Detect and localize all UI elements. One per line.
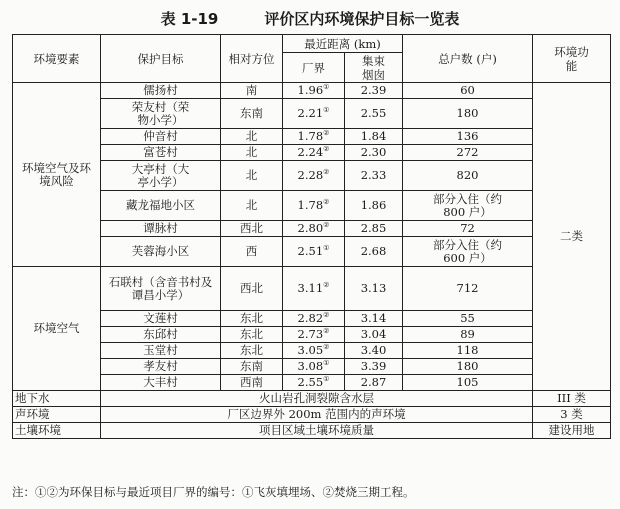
table-title-text: 评价区内环境保护目标一览表 xyxy=(264,10,460,28)
header-target: 保护目标 xyxy=(101,35,221,83)
boundary-value: 2.82 xyxy=(297,311,324,325)
table-row xyxy=(13,161,611,191)
households-cell: 712 xyxy=(403,267,533,311)
target-cell: 谭脉村 xyxy=(101,221,221,237)
boundary-cell xyxy=(283,221,345,237)
boundary-mark: ① xyxy=(323,106,330,115)
boundary-mark: ① xyxy=(323,375,330,384)
boundary-cell xyxy=(283,359,345,375)
households-cell: 272 xyxy=(403,145,533,161)
boundary-value: 3.05 xyxy=(297,343,324,357)
direction-cell: 南 xyxy=(221,83,283,99)
direction-cell: 东北 xyxy=(221,327,283,343)
boundary-cell xyxy=(283,191,345,221)
direction-cell: 西北 xyxy=(221,221,283,237)
footnote: 注：①②为环保目标与最近项目厂界的编号：①飞灰填埋场、②焚烧三期工程。 xyxy=(12,485,415,499)
target-cell: 藏龙福地小区 xyxy=(101,191,221,221)
boundary-mark: ② xyxy=(323,221,330,230)
chimney-cell: 3.14 xyxy=(345,311,403,327)
chimney-cell: 2.68 xyxy=(345,237,403,267)
header-households: 总户数 (户) xyxy=(403,35,533,83)
table-row xyxy=(13,375,611,391)
table-row xyxy=(13,191,611,221)
boundary-cell xyxy=(283,145,345,161)
direction-cell: 北 xyxy=(221,191,283,221)
chimney-cell: 2.30 xyxy=(345,145,403,161)
direction-cell: 西 xyxy=(221,237,283,267)
table-row xyxy=(13,221,611,237)
header-distance: 最近距离 (km) xyxy=(283,35,403,53)
boundary-cell xyxy=(283,99,345,129)
boundary-value: 1.78 xyxy=(297,129,324,143)
direction-cell: 东北 xyxy=(221,343,283,359)
direction-cell: 西北 xyxy=(221,267,283,311)
header-element: 环境要素 xyxy=(13,35,101,83)
chimney-cell: 2.87 xyxy=(345,375,403,391)
boundary-mark: ② xyxy=(323,129,330,138)
header-chimney: 集束烟囱 xyxy=(345,53,403,83)
table-row xyxy=(13,407,611,423)
target-cell: 大亭村（大亭小学） xyxy=(101,161,221,191)
chimney-cell: 2.33 xyxy=(345,161,403,191)
target-cell: 项目区域土壤环境质量 xyxy=(101,423,533,439)
direction-cell: 北 xyxy=(221,129,283,145)
boundary-mark: ② xyxy=(323,198,330,207)
boundary-value: 2.24 xyxy=(297,145,324,159)
chimney-cell: 3.04 xyxy=(345,327,403,343)
target-cell: 仲音村 xyxy=(101,129,221,145)
boundary-cell xyxy=(283,267,345,311)
boundary-mark: ② xyxy=(323,343,330,352)
boundary-value: 3.11 xyxy=(297,281,324,295)
header-function: 环境功能 xyxy=(533,35,611,83)
chimney-cell: 3.13 xyxy=(345,267,403,311)
function-cell: 二类 xyxy=(533,83,611,391)
boundary-cell xyxy=(283,161,345,191)
boundary-value: 2.28 xyxy=(297,168,324,182)
boundary-value: 1.96 xyxy=(297,83,324,97)
boundary-value: 2.21 xyxy=(297,106,324,120)
boundary-cell xyxy=(283,83,345,99)
households-cell: 72 xyxy=(403,221,533,237)
boundary-mark: ② xyxy=(323,311,330,320)
households-cell: 89 xyxy=(403,327,533,343)
function-cell: 建设用地 xyxy=(533,423,611,439)
header-boundary: 厂界 xyxy=(283,53,345,83)
target-cell: 石联村（含音书村及谭昌小学） xyxy=(101,267,221,311)
boundary-cell xyxy=(283,327,345,343)
protection-target-table xyxy=(12,34,611,439)
chimney-cell: 3.40 xyxy=(345,343,403,359)
element-cell: 声环境 xyxy=(13,407,101,423)
table-body xyxy=(13,83,611,439)
target-cell: 玉堂村 xyxy=(101,343,221,359)
direction-cell: 东南 xyxy=(221,99,283,129)
target-cell: 大丰村 xyxy=(101,375,221,391)
table-row xyxy=(13,423,611,439)
households-cell: 部分入住（约 800 户） xyxy=(403,191,533,221)
direction-cell: 西南 xyxy=(221,375,283,391)
households-cell: 820 xyxy=(403,161,533,191)
element-cell: 土壤环境 xyxy=(13,423,101,439)
boundary-value: 3.08 xyxy=(297,359,324,373)
boundary-cell xyxy=(283,129,345,145)
boundary-mark: ① xyxy=(323,83,330,92)
group-air: 环境空气 xyxy=(13,267,101,391)
boundary-value: 2.55 xyxy=(297,375,324,389)
target-cell: 文莲村 xyxy=(101,311,221,327)
table-row xyxy=(13,237,611,267)
element-cell: 地下水 xyxy=(13,391,101,407)
table-row xyxy=(13,343,611,359)
table-row xyxy=(13,391,611,407)
header-direction: 相对方位 xyxy=(221,35,283,83)
boundary-mark: ① xyxy=(323,359,330,368)
target-cell: 厂区边界外 200m 范围内的声环境 xyxy=(101,407,533,423)
target-cell: 富苍村 xyxy=(101,145,221,161)
boundary-value: 2.73 xyxy=(297,327,324,341)
boundary-mark: ② xyxy=(323,327,330,336)
boundary-cell xyxy=(283,375,345,391)
boundary-value: 2.80 xyxy=(297,221,324,235)
households-cell: 105 xyxy=(403,375,533,391)
function-cell: 3 类 xyxy=(533,407,611,423)
chimney-cell: 2.39 xyxy=(345,83,403,99)
boundary-mark: ② xyxy=(323,145,330,154)
households-cell: 55 xyxy=(403,311,533,327)
households-cell: 136 xyxy=(403,129,533,145)
table-row xyxy=(13,129,611,145)
boundary-value: 2.51 xyxy=(297,244,324,258)
households-cell: 180 xyxy=(403,359,533,375)
target-cell: 火山岩孔洞裂隙含水层 xyxy=(101,391,533,407)
chimney-cell: 3.39 xyxy=(345,359,403,375)
boundary-mark: ② xyxy=(323,281,330,290)
chimney-cell: 1.84 xyxy=(345,129,403,145)
table-row xyxy=(13,327,611,343)
boundary-mark: ② xyxy=(323,168,330,177)
households-cell: 60 xyxy=(403,83,533,99)
table-row xyxy=(13,99,611,129)
households-cell: 180 xyxy=(403,99,533,129)
boundary-mark: ① xyxy=(323,244,330,253)
table-title xyxy=(0,8,620,29)
function-cell: III 类 xyxy=(533,391,611,407)
direction-cell: 北 xyxy=(221,161,283,191)
table-row xyxy=(13,145,611,161)
households-cell: 118 xyxy=(403,343,533,359)
table-row xyxy=(13,311,611,327)
boundary-cell xyxy=(283,311,345,327)
boundary-cell xyxy=(283,343,345,359)
direction-cell: 北 xyxy=(221,145,283,161)
direction-cell: 东南 xyxy=(221,359,283,375)
table-number: 表 1-19 xyxy=(160,10,219,28)
target-cell: 东邱村 xyxy=(101,327,221,343)
table-row xyxy=(13,359,611,375)
chimney-cell: 2.55 xyxy=(345,99,403,129)
group-air-risk: 环境空气及环境风险 xyxy=(13,83,101,267)
target-cell: 儒扬村 xyxy=(101,83,221,99)
target-cell: 芙蓉海小区 xyxy=(101,237,221,267)
chimney-cell: 1.86 xyxy=(345,191,403,221)
table-row xyxy=(13,83,611,99)
boundary-cell xyxy=(283,237,345,267)
direction-cell: 东北 xyxy=(221,311,283,327)
households-cell: 部分入住（约 600 户） xyxy=(403,237,533,267)
boundary-value: 1.78 xyxy=(297,198,324,212)
target-cell: 荣友村（荣物小学） xyxy=(101,99,221,129)
chimney-cell: 2.85 xyxy=(345,221,403,237)
table-row xyxy=(13,267,611,311)
target-cell: 孝友村 xyxy=(101,359,221,375)
